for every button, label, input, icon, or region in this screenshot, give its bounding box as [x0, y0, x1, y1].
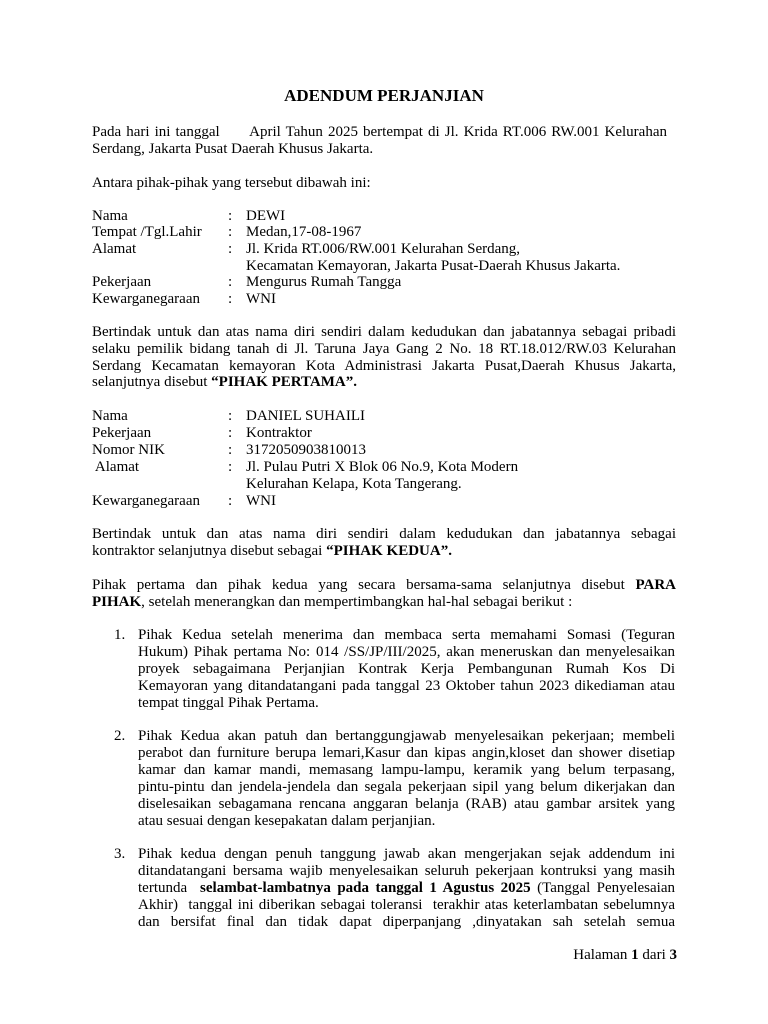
party1-para-line-2: selaku pemilik bidang tanah di Jl. Taruna Jaya Gang 2 No. 18 RT.18.012/RW.03 Kelurahan [92, 341, 676, 357]
party2-value-alamat: Jl. Pulau Putri X Blok 06 No.9, Kota Modern [246, 459, 519, 475]
party2-value-kewarganegaraan: WNI [246, 493, 276, 509]
party2-para-text: kontraktor selanjutnya disebut sebagai [92, 543, 327, 559]
party1-value-nama: DEWI [246, 208, 286, 224]
item-line: Pihak Kedua akan patuh dan bertanggungjawab menyelesaikan pekerjaan; membeli [138, 728, 675, 744]
item-line: atau sesuai dengan kesepakatan dalam perjanjian. [138, 813, 436, 829]
item-line: Hukum) Pihak pertama No: 014 /SS/JP/III/2025, akan meneruskan dan menyelesaikan [138, 644, 675, 660]
item-number: 2. [114, 728, 126, 744]
party1-para-line-4 [92, 374, 357, 391]
current-page: 1 [631, 947, 639, 963]
item-line: diselesaikan sebagamana rencana anggaran belanja (RAB) atau gambar arsitek yang [138, 796, 675, 812]
antara-text: Antara pihak-pihak yang tersebut dibawah ini: [92, 175, 371, 191]
item-line: Pihak Kedua setelah menerima dan membaca serta memahami Somasi (Teguran [138, 627, 675, 643]
total-pages: 3 [669, 947, 677, 963]
party1-value-kewarganegaraan: WNI [246, 291, 276, 307]
party1-label-alamat: Alamat [92, 241, 137, 257]
party2-value-alamat-2: Kelurahan Kelapa, Kota Tangerang. [246, 476, 462, 492]
colon: : [228, 291, 233, 307]
para-pihak-line-1 [92, 577, 676, 594]
item-line: tempat tinggal Pihak Pertama. [138, 695, 319, 711]
intro-line-2: Serdang, Jakarta Pusat Daerah Khusus Jakarta. [92, 141, 374, 157]
colon: : [228, 425, 233, 441]
party2-para-line-1: Bertindak untuk dan atas nama diri sendiri dalam kedudukan dan jabatannya sebagai [92, 526, 676, 542]
party2-para-line-2 [92, 543, 452, 560]
party2-label-nama: Nama [92, 408, 128, 424]
para-pihak-text-2: , setelah menerangkan dan mempertimbangkan hal-hal sebagai berikut : [141, 594, 573, 610]
pihak-label: PIHAK [92, 594, 142, 610]
item-line [138, 880, 675, 897]
party1-value-alamat-2: Kecamatan Kemayoran, Jakarta Pusat-Daerah Khusus Jakarta. [246, 258, 621, 274]
para-label: PARA [635, 577, 676, 593]
item-line: Kemayoran yang ditandatangani pada tanggal 23 Oktober tahun 2023 dikediaman atau [138, 678, 675, 694]
party1-value-ttl: Medan,17-08-1967 [246, 224, 362, 240]
party1-label-kewarganegaraan: Kewarganegaraan [92, 291, 200, 307]
deadline-text: selambat-lambatnya pada tanggal 1 Agustus 2025 [200, 880, 531, 896]
item-line: pintu-pintu dan jendela-jendela dan segala pekerjaan sipil yang belum dikerjakan dan [138, 779, 675, 795]
colon: : [228, 208, 233, 224]
para-pihak-line-2 [92, 594, 572, 611]
pihak-kedua-label: “PIHAK KEDUA”. [326, 543, 452, 559]
item-text: tertunda [138, 880, 201, 896]
item-line: dan bersifat final dan tidak dapat diperpanjang ,dinyatakan sah setelah semua [138, 914, 675, 930]
party1-value-alamat: Jl. Krida RT.006/RW.001 Kelurahan Serdang, [246, 241, 521, 257]
party2-value-pekerjaan: Kontraktor [246, 425, 312, 441]
party1-para-line-1: Bertindak untuk dan atas nama diri sendiri dalam kedudukan dan jabatannya sebagai pribadi [92, 324, 676, 340]
colon: : [228, 442, 233, 458]
intro-line-1: Pada hari ini tanggal April Tahun 2025 bertempat di Jl. Krida RT.006 RW.001 Kelurahan [92, 124, 667, 140]
dari-label: dari [638, 947, 670, 963]
item-line: perabot dan furniture berupa lemari,Kasur dan kipas angin,kloset dan shower disetiap [138, 745, 675, 761]
item-line: ditandatangani bersama wajib menyelesaikan seluruh pekerjaan kontruksi yang masih [138, 863, 675, 879]
party2-value-nik: 3172050903810013 [246, 442, 366, 458]
colon: : [228, 274, 233, 290]
party1-label-nama: Nama [92, 208, 128, 224]
item-number: 3. [114, 846, 126, 862]
pihak-pertama-label: “PIHAK PERTAMA”. [211, 374, 358, 390]
item-line: Pihak kedua dengan penuh tanggung jawab akan mengerjakan sejak addendum ini [138, 846, 675, 862]
document-title: ADENDUM PERJANJIAN [284, 86, 484, 105]
party2-label-kewarganegaraan: Kewarganegaraan [92, 493, 200, 509]
party2-label-pekerjaan: Pekerjaan [92, 425, 152, 441]
item-line: proyek sebagaimana Perjanjian Kontrak Kerja Pembangunan Rumah Kos Di [138, 661, 675, 677]
colon: : [228, 459, 233, 475]
page-number-footer [573, 947, 677, 964]
party1-para-line-3: Serdang Kecamatan kemayoran Kota Administrasi Jakarta Pusat,Daerah Khusus Jakarta, [92, 358, 676, 374]
para-pihak-text: Pihak pertama dan pihak kedua yang secara bersama-sama selanjutnya disebut [92, 577, 636, 593]
colon: : [228, 224, 233, 240]
item-line: Akhir) tanggal ini diberikan sebagai toleransi terakhir atas keterlambatan sebelumnya [138, 897, 675, 913]
party1-value-pekerjaan: Mengurus Rumah Tangga [246, 274, 402, 290]
item-text: (Tanggal Penyelesaian [530, 880, 675, 896]
party1-label-pekerjaan: Pekerjaan [92, 274, 152, 290]
party1-label-ttl: Tempat /Tgl.Lahir [92, 224, 202, 240]
colon: : [228, 408, 233, 424]
item-line: kamar dan kamar mandi, memasang lampu-lampu, keramik yang belum terpasang, [138, 762, 675, 778]
party2-label-alamat: Alamat [92, 459, 140, 475]
colon: : [228, 493, 233, 509]
party2-value-nama: DANIEL SUHAILI [246, 408, 366, 424]
item-number: 1. [114, 627, 126, 643]
halaman-label: Halaman [573, 947, 632, 963]
party1-para-text: selanjutnya disebut [92, 374, 212, 390]
party2-label-nik: Nomor NIK [92, 442, 165, 458]
colon: : [228, 241, 233, 257]
